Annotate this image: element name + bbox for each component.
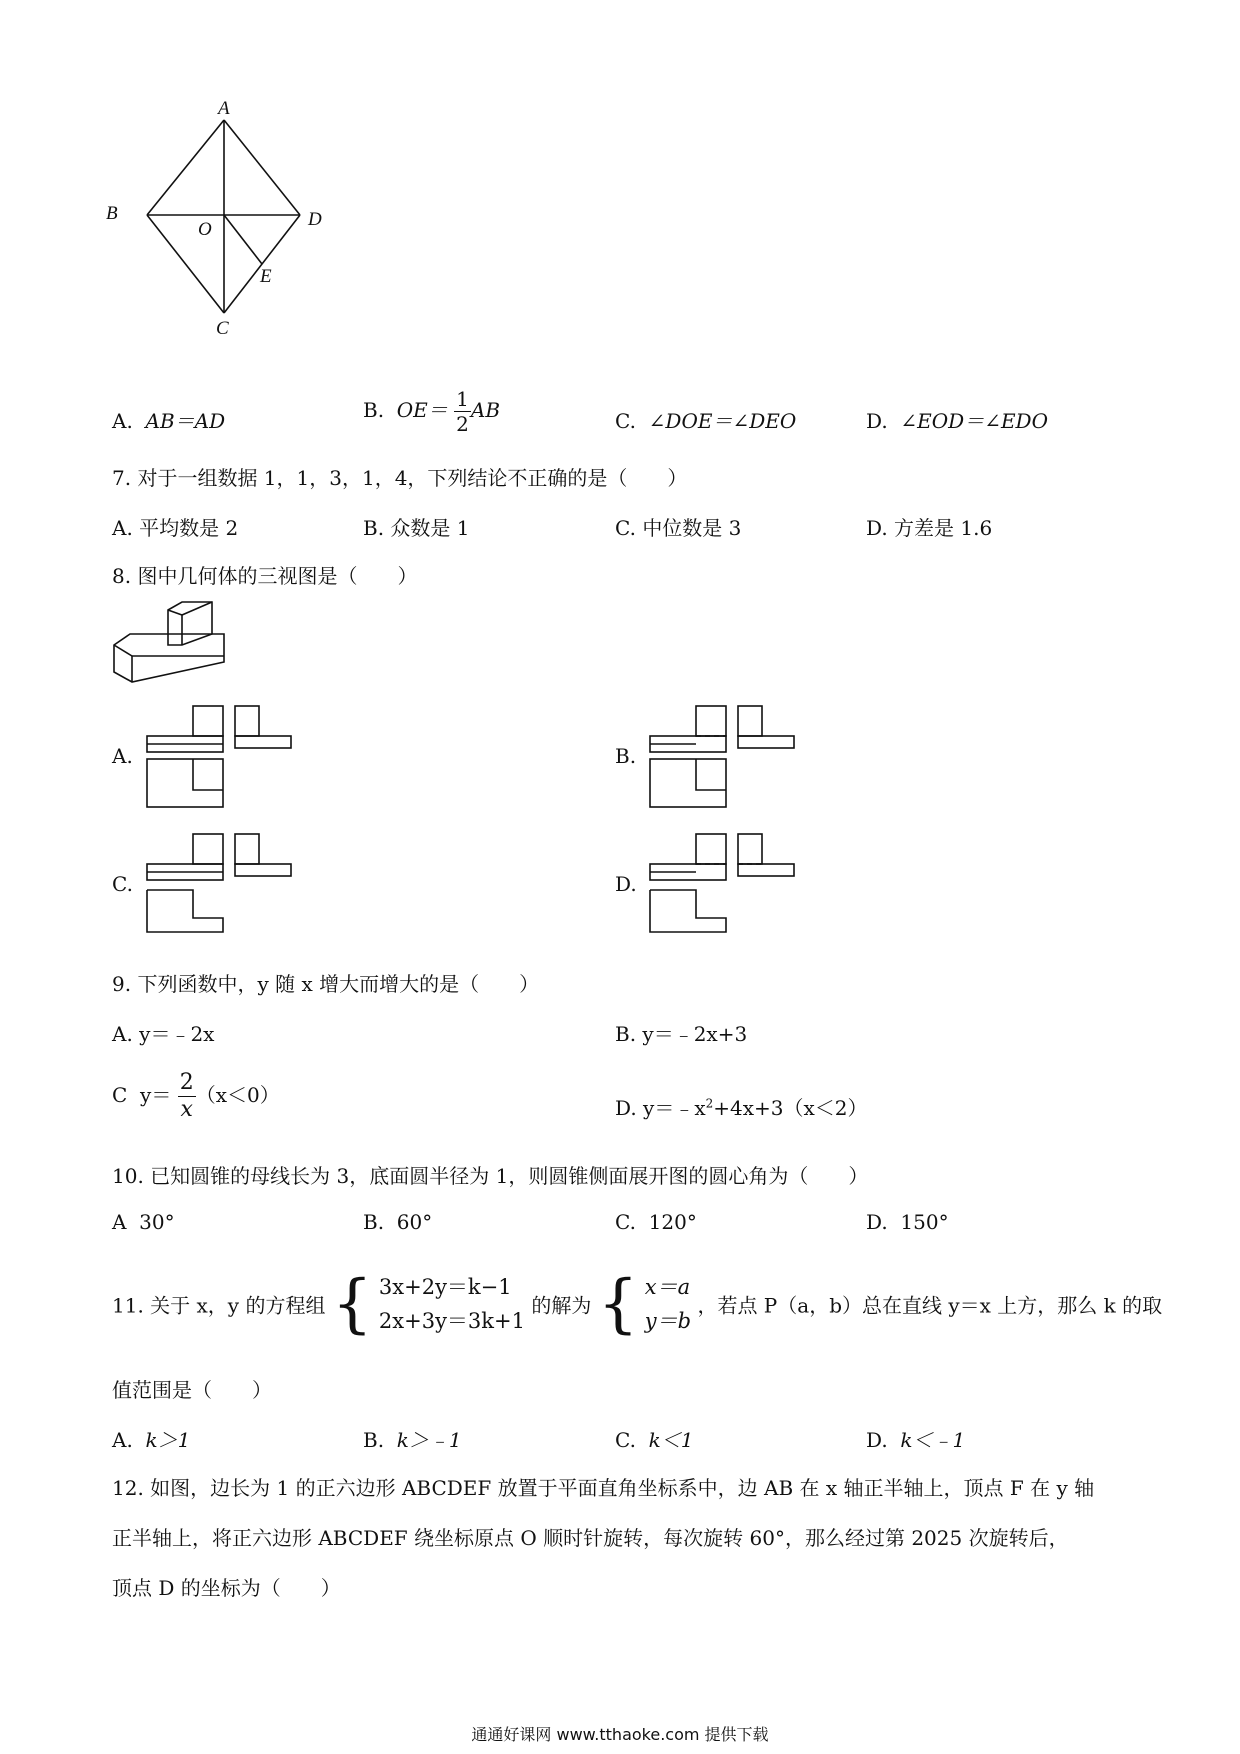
q11-stem-line2: 值范围是（ ）: [112, 1378, 272, 1402]
q6-option-d[interactable]: D. ∠EOD＝∠EDO: [866, 409, 1048, 433]
q8-stem: 8. 图中几何体的三视图是（ ）: [112, 564, 418, 588]
solution-system: { x＝a y＝b: [597, 1267, 692, 1341]
q11-option-b[interactable]: B. k＞﹣1: [363, 1428, 462, 1452]
q11-option-d[interactable]: D. k＜﹣1: [866, 1428, 966, 1452]
q8-option-b-views[interactable]: [648, 700, 798, 810]
q7-option-a[interactable]: A. 平均数是 2: [112, 516, 239, 540]
q7-stem: 7. 对于一组数据 1，1，3，1，4，下列结论不正确的是（ ）: [112, 466, 688, 490]
solid-figure: [112, 600, 242, 690]
q10-option-a[interactable]: A 30°: [112, 1210, 175, 1234]
q9-option-b[interactable]: B. y＝﹣2x+3: [615, 1022, 748, 1046]
q6-option-a[interactable]: A. AB＝AD: [112, 409, 226, 433]
q8-option-b-label[interactable]: B.: [615, 744, 637, 768]
q9-option-c[interactable]: C y＝ $\frac{2}{x}$ （x＜0）: [112, 1070, 280, 1122]
label-E: E: [260, 266, 272, 287]
q9-option-a[interactable]: A. y＝﹣2x: [112, 1022, 215, 1046]
q10-option-d[interactable]: D. 150°: [866, 1210, 949, 1234]
label-C: C: [216, 318, 229, 339]
label-D: D: [308, 209, 322, 230]
q11-option-a[interactable]: A. k＞1: [112, 1428, 191, 1452]
q7-option-b[interactable]: B. 众数是 1: [363, 516, 470, 540]
q10-option-b[interactable]: B. 60°: [363, 1210, 433, 1234]
q9-option-d[interactable]: D. $y=﹣x^2+4x+3(x<2)$: [615, 1096, 868, 1120]
q6-option-b[interactable]: B. OE＝ $\frac{1}{2}$ AB: [363, 387, 501, 436]
q8-option-d-label[interactable]: D.: [615, 872, 637, 896]
q12-line1: 12. 如图，边长为 1 的正六边形 ABCDEF 放置于平面直角坐标系中，边 AB 在 x 轴正半轴上，顶点 F 在 y 轴: [112, 1476, 1095, 1500]
equation-system: { 3x+2y＝k−1 2x+3y＝3k+1: [331, 1267, 525, 1341]
rhombus-figure: [100, 95, 340, 385]
q8-option-a-views[interactable]: [145, 700, 295, 810]
q8-option-d-views[interactable]: [648, 828, 798, 938]
q11-stem: 11. 关于 x，y 的方程组 { 3x+2y＝k−1 2x+3y＝3k+1 的解为 { x＝a y＝b ，若点 P（a，b）总在直线 y＝x 上方，那么 k 的取: [112, 1267, 1163, 1341]
fraction-2-over-x: $\frac{2}{x}$: [179, 1070, 194, 1122]
q8-option-c-views[interactable]: [145, 828, 295, 938]
fraction-half: $\frac{1}{2}$: [456, 387, 469, 436]
q12-line3: 顶点 D 的坐标为（ ）: [112, 1576, 341, 1600]
q12-line2: 正半轴上，将正六边形 ABCDEF 绕坐标原点 O 顺时针旋转，每次旋转 60°，那么经过第 2025 次旋转后，: [112, 1526, 1069, 1550]
label-O: O: [198, 219, 212, 240]
q6-option-c[interactable]: C. ∠DOE＝∠DEO: [615, 409, 797, 433]
q7-option-c[interactable]: C. 中位数是 3: [615, 516, 742, 540]
q11-option-c[interactable]: C. k＜1: [615, 1428, 694, 1452]
q9-stem: 9. 下列函数中，y 随 x 增大而增大的是（ ）: [112, 972, 540, 996]
label-B: B: [106, 203, 118, 224]
page-footer: 通通好课网 www.tthaoke.com 提供下载: [471, 1725, 769, 1744]
q10-option-c[interactable]: C. 120°: [615, 1210, 697, 1234]
q7-option-d[interactable]: D. 方差是 1.6: [866, 516, 993, 540]
q8-option-a-label[interactable]: A.: [112, 744, 133, 768]
label-A: A: [218, 98, 230, 119]
q8-option-c-label[interactable]: C.: [112, 872, 133, 896]
q10-stem: 10. 已知圆锥的母线长为 3，底面圆半径为 1，则圆锥侧面展开图的圆心角为（ ）: [112, 1164, 869, 1188]
